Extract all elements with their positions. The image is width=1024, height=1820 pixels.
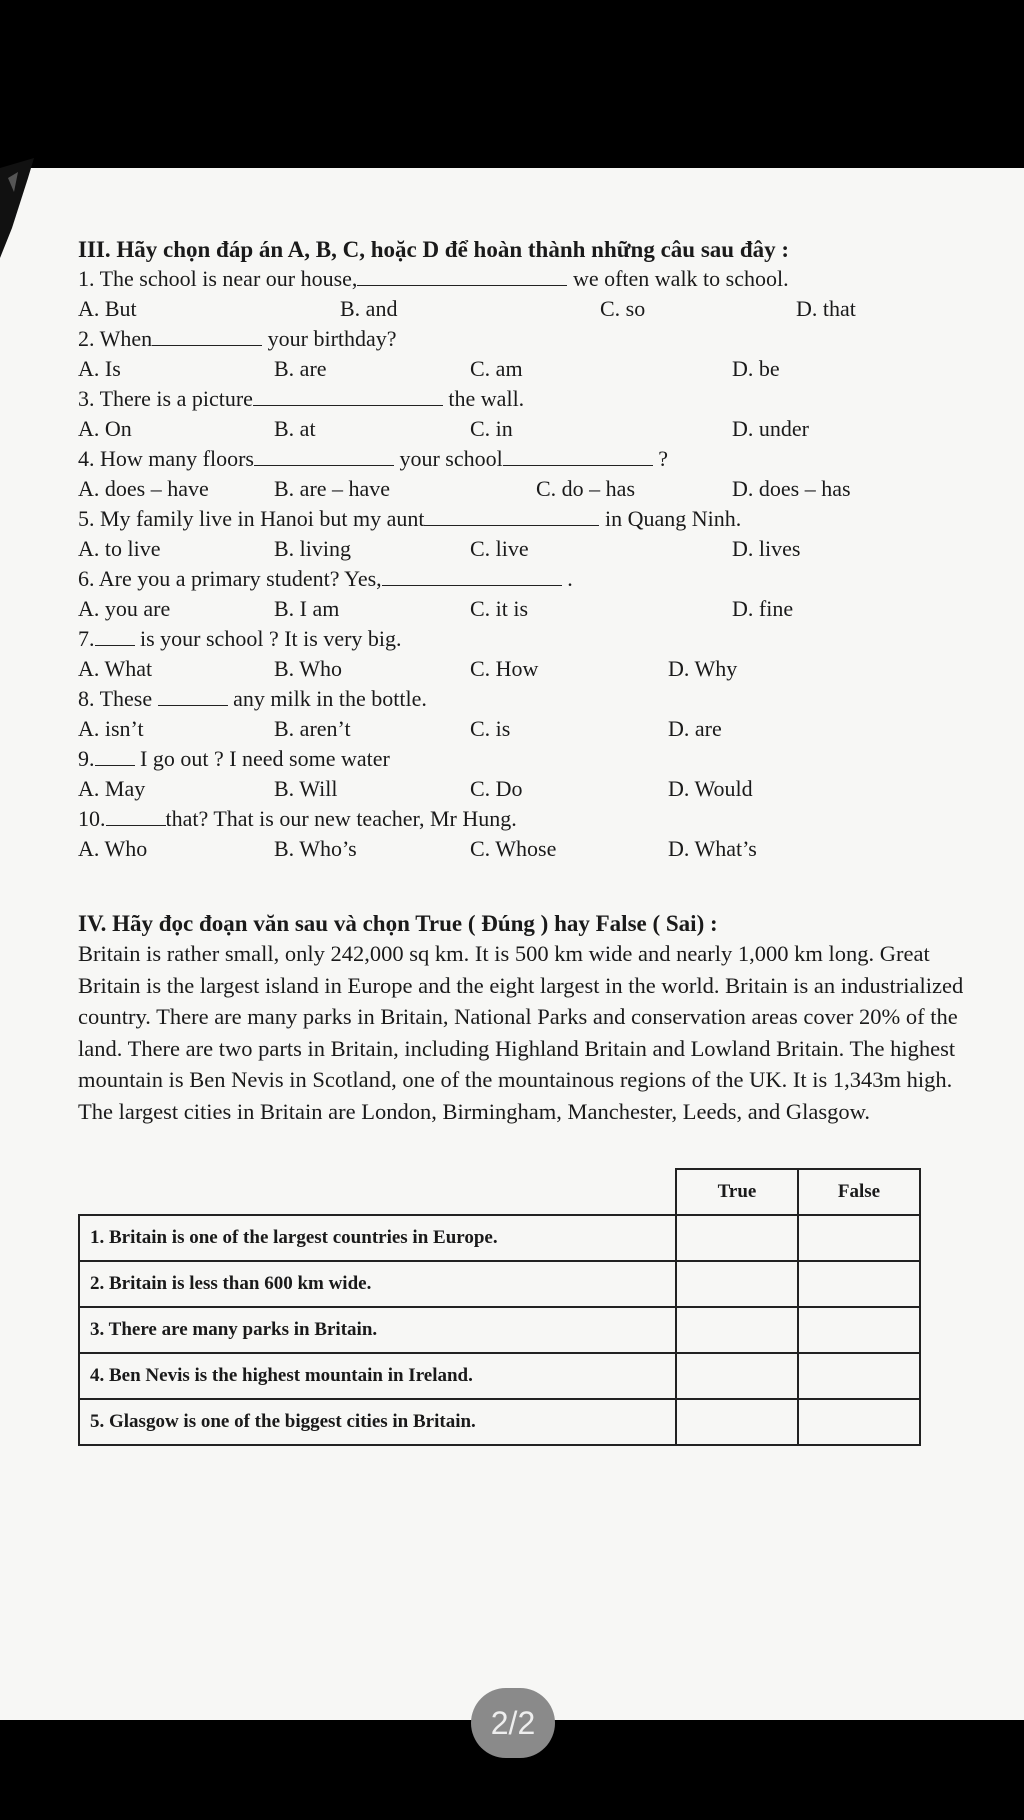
statement-cell: 2. Britain is less than 600 km wide. xyxy=(79,1261,676,1307)
true-answer-cell[interactable] xyxy=(676,1215,798,1261)
question-2 xyxy=(78,324,978,354)
options-6 xyxy=(78,594,978,624)
answer-blank[interactable] xyxy=(158,685,228,706)
table-row xyxy=(79,1353,920,1399)
answer-blank[interactable] xyxy=(503,445,653,466)
reading-passage: Britain is rather small, only 242,000 sq km. It is 500 km wide and nearly 1,000 km long. Great Britain is the largest island in Europe and the eight largest in the world. Britain is an industrialized country. There are many parks in Britain, National Parks and conservation areas cover 20% of the land. There are two parts in Britain, including Highland Britain and Lowland Britain. The highest mountain is Ben Nevis in Scotland, one of the mountainous regions of the UK. It is 1,343m high. The largest cities in Britain are London, Birmingham, Manchester, Leeds, and Glasgow. xyxy=(78,941,964,1124)
answer-blank[interactable] xyxy=(152,325,262,346)
option-b[interactable]: B. I am xyxy=(274,596,340,621)
option-c[interactable]: C. it is xyxy=(470,596,529,621)
question-text: any milk in the bottle. xyxy=(233,686,427,711)
question-6 xyxy=(78,564,978,594)
option-d[interactable]: D. are xyxy=(668,716,722,741)
false-answer-cell[interactable] xyxy=(798,1399,920,1445)
answer-blank[interactable] xyxy=(95,745,135,766)
column-true-header: True xyxy=(676,1169,798,1215)
table-row xyxy=(79,1307,920,1353)
option-c[interactable]: C. am xyxy=(470,356,523,381)
false-answer-cell[interactable] xyxy=(798,1353,920,1399)
option-d[interactable]: D. Would xyxy=(668,776,753,801)
option-b[interactable]: B. and xyxy=(340,296,398,321)
answer-blank[interactable] xyxy=(106,805,166,826)
option-d[interactable]: D. does – has xyxy=(732,476,851,501)
question-text: we often walk to school. xyxy=(572,266,789,291)
statement-cell: 5. Glasgow is one of the biggest cities in Britain. xyxy=(79,1399,676,1445)
question-text: in Quang Ninh. xyxy=(604,506,742,531)
option-a[interactable]: A. to live xyxy=(78,536,161,561)
question-text: that? That is our new teacher, Mr Hung. xyxy=(165,806,517,831)
question-text: your birthday? xyxy=(267,326,397,351)
option-a[interactable]: A. May xyxy=(78,776,146,801)
option-b[interactable]: B. are xyxy=(274,356,327,381)
table-row xyxy=(79,1399,920,1445)
true-answer-cell[interactable] xyxy=(676,1261,798,1307)
option-a[interactable]: A. you are xyxy=(78,596,171,621)
question-text: 3. There is a picture xyxy=(78,386,253,411)
option-c[interactable]: C. so xyxy=(600,296,646,321)
option-b[interactable]: B. aren’t xyxy=(274,716,351,741)
question-text: 1. The school is near our house, xyxy=(78,266,358,291)
question-text: your school xyxy=(399,446,503,471)
option-b[interactable]: B. at xyxy=(274,416,316,441)
options-9 xyxy=(78,774,978,804)
question-text: 6. Are you a primary student? Yes, xyxy=(78,566,382,591)
question-3 xyxy=(78,384,978,414)
question-7 xyxy=(78,624,978,654)
option-a[interactable]: A. isn’t xyxy=(78,716,144,741)
true-false-table xyxy=(78,1168,921,1446)
question-text: 4. How many floors xyxy=(78,446,254,471)
section-4-heading: IV. Hãy đọc đoạn văn sau và chọn True ( Đúng ) hay False ( Sai) : xyxy=(78,911,718,936)
options-8 xyxy=(78,714,978,744)
question-1 xyxy=(78,264,978,294)
question-text: the wall. xyxy=(448,386,525,411)
page-indicator: 2/2 xyxy=(471,1688,555,1758)
table-header-row xyxy=(79,1169,920,1215)
option-b[interactable]: B. Who’s xyxy=(274,836,357,861)
answer-blank[interactable] xyxy=(424,505,599,526)
answer-blank[interactable] xyxy=(253,385,443,406)
options-3 xyxy=(78,414,978,444)
option-a[interactable]: A. On xyxy=(78,416,132,441)
options-7 xyxy=(78,654,978,684)
true-answer-cell[interactable] xyxy=(676,1399,798,1445)
options-2 xyxy=(78,354,978,384)
option-d[interactable]: D. What’s xyxy=(668,836,757,861)
question-text: 5. My family live in Hanoi but my aunt xyxy=(78,506,425,531)
question-text: 10. xyxy=(78,806,106,831)
false-answer-cell[interactable] xyxy=(798,1261,920,1307)
option-a[interactable]: A. But xyxy=(78,296,137,321)
section-3 xyxy=(78,236,978,864)
option-a[interactable]: A. Who xyxy=(78,836,148,861)
answer-blank[interactable] xyxy=(95,625,135,646)
option-d[interactable]: D. that xyxy=(796,296,856,321)
option-a[interactable]: A. does – have xyxy=(78,476,209,501)
question-text: is your school ? It is very big. xyxy=(140,626,402,651)
option-d[interactable]: D. lives xyxy=(732,536,801,561)
option-d[interactable]: D. Why xyxy=(668,656,738,681)
question-4 xyxy=(78,444,978,474)
table-row xyxy=(79,1215,920,1261)
false-answer-cell[interactable] xyxy=(798,1215,920,1261)
option-c[interactable]: C. in xyxy=(470,416,513,441)
column-false-header: False xyxy=(798,1169,920,1215)
question-10 xyxy=(78,804,978,834)
statement-cell: 3. There are many parks in Britain. xyxy=(79,1307,676,1353)
false-answer-cell[interactable] xyxy=(798,1307,920,1353)
table-row xyxy=(79,1261,920,1307)
question-text: 7. xyxy=(78,626,95,651)
statement-cell: 4. Ben Nevis is the highest mountain in Ireland. xyxy=(79,1353,676,1399)
options-10 xyxy=(78,834,978,864)
option-d[interactable]: D. be xyxy=(732,356,780,381)
option-a[interactable]: A. What xyxy=(78,656,153,681)
question-text: 9. xyxy=(78,746,95,771)
true-answer-cell[interactable] xyxy=(676,1307,798,1353)
option-b[interactable]: B. are – have xyxy=(274,476,391,501)
statement-cell: 1. Britain is one of the largest countries in Europe. xyxy=(79,1215,676,1261)
answer-blank[interactable] xyxy=(382,565,562,586)
question-5 xyxy=(78,504,978,534)
option-c[interactable]: C. live xyxy=(470,536,529,561)
option-b[interactable]: B. Who xyxy=(274,656,343,681)
true-answer-cell[interactable] xyxy=(676,1353,798,1399)
question-text: ? xyxy=(658,446,669,471)
question-text: . xyxy=(567,566,573,591)
options-1 xyxy=(78,294,978,324)
options-4 xyxy=(78,474,978,504)
question-8 xyxy=(78,684,978,714)
option-b[interactable]: B. Will xyxy=(274,776,338,801)
option-a[interactable]: A. Is xyxy=(78,356,121,381)
section-3-heading: III. Hãy chọn đáp án A, B, C, hoặc D để hoàn thành những câu sau đây : xyxy=(78,237,790,262)
question-text: 8. These xyxy=(78,686,153,711)
option-c[interactable]: C. is xyxy=(470,716,511,741)
option-c[interactable]: C. do – has xyxy=(536,476,635,501)
option-d[interactable]: D. fine xyxy=(732,596,794,621)
question-text: I go out ? I need some water xyxy=(140,746,390,771)
answer-blank[interactable] xyxy=(357,265,567,286)
options-5 xyxy=(78,534,978,564)
answer-blank[interactable] xyxy=(254,445,394,466)
section-4 xyxy=(78,910,978,1127)
option-c[interactable]: C. How xyxy=(470,656,539,681)
question-text: 2. When xyxy=(78,326,153,351)
option-d[interactable]: D. under xyxy=(732,416,809,441)
question-9 xyxy=(78,744,978,774)
option-c[interactable]: C. Do xyxy=(470,776,523,801)
corner-shadow-mark xyxy=(0,158,40,258)
option-b[interactable]: B. living xyxy=(274,536,352,561)
option-c[interactable]: C. Whose xyxy=(470,836,557,861)
